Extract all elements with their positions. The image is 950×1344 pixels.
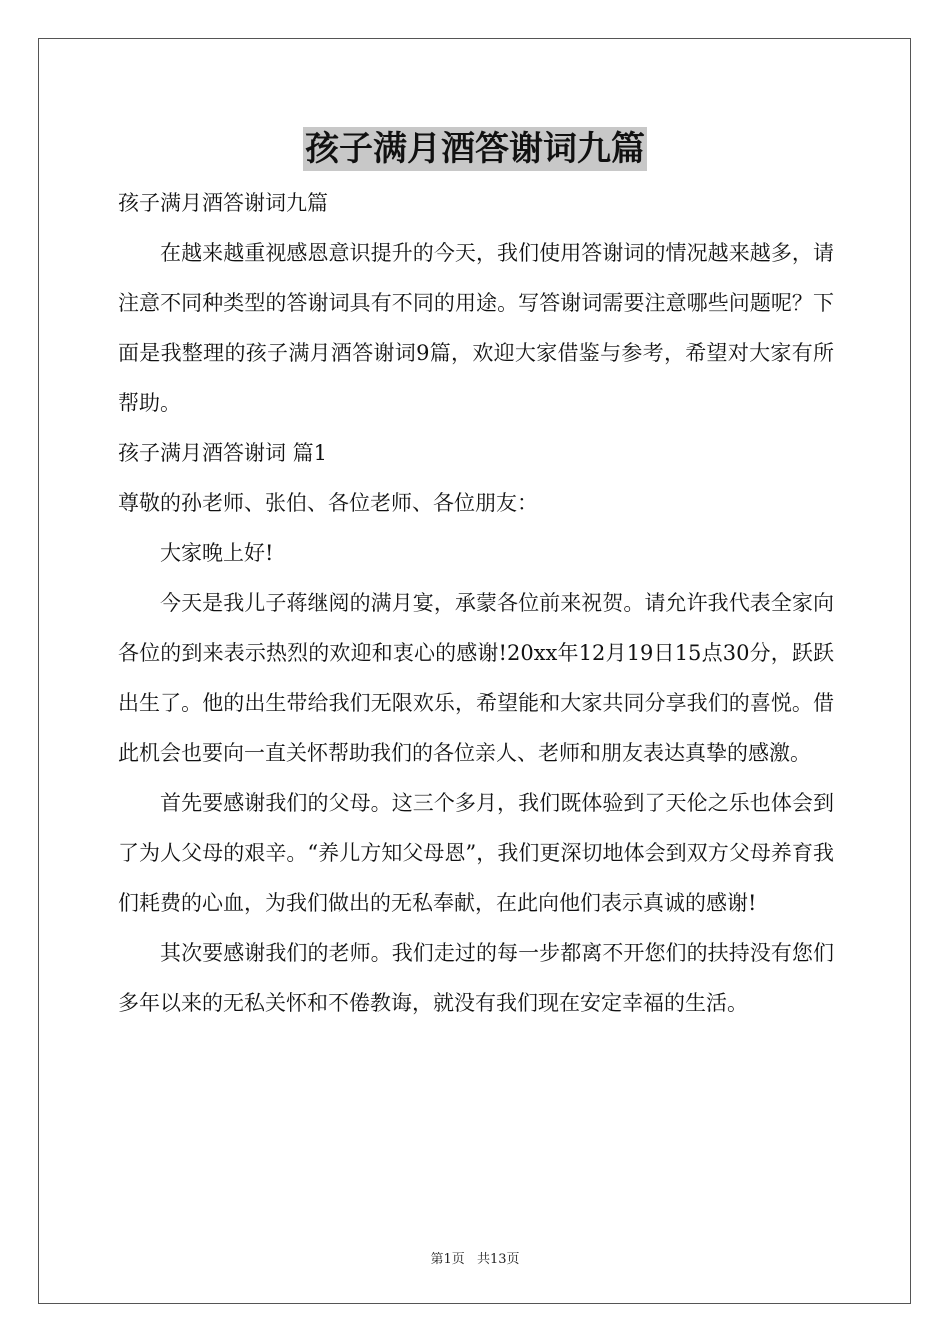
page-number: 第1页 (430, 1252, 465, 1267)
paragraph: 孩子满月酒答谢词九篇 (118, 191, 328, 215)
paragraph: 在越来越重视感恩意识提升的今天，我们使用答谢词的情况越来越多，请注意不同种类型的答谢词具有不同的用途。写答谢词需要注意哪些问题呢？下面是我整理的孩子满月酒答谢词9篇，欢迎大家借鉴与参考，希望对大家有所帮助。 (118, 241, 834, 415)
title-container (0, 127, 950, 171)
document-body (118, 178, 834, 1028)
paragraph: 尊敬的孙老师、张伯、各位老师、各位朋友： (118, 491, 538, 515)
paragraph: 孩子满月酒答谢词 篇1 (118, 441, 328, 465)
page-total: 共13页 (476, 1252, 520, 1267)
paragraph: 其次要感谢我们的老师。我们走过的每一步都离不开您们的扶持没有您们多年以来的无私关怀和不倦教诲，就没有我们现在安定幸福的生活。 (118, 941, 834, 1015)
paragraph: 首先要感谢我们的父母。这三个多月，我们既体验到了天伦之乐也体会到了为人父母的艰辛。“养儿方知父母恩”，我们更深切地体会到双方父母养育我们耗费的心血，为我们做出的无私奉献，在此向他们表示真诚的感谢! (118, 791, 834, 915)
paragraph: 今天是我儿子蒋继阅的满月宴，承蒙各位前来祝贺。请允许我代表全家向各位的到来表示热烈的欢迎和衷心的感谢!20xx年12月19日15点30分，跃跃出生了。他的出生带给我们无限欢乐，希望能和大家共同分享我们的喜悦。借此机会也要向一直关怀帮助我们的各位亲人、老师和朋友表达真挚的感激。 (118, 591, 834, 765)
paragraph: 大家晚上好! (160, 541, 274, 565)
page-footer (0, 1248, 950, 1267)
document-title: 孩子满月酒答谢词九篇 (305, 129, 645, 169)
